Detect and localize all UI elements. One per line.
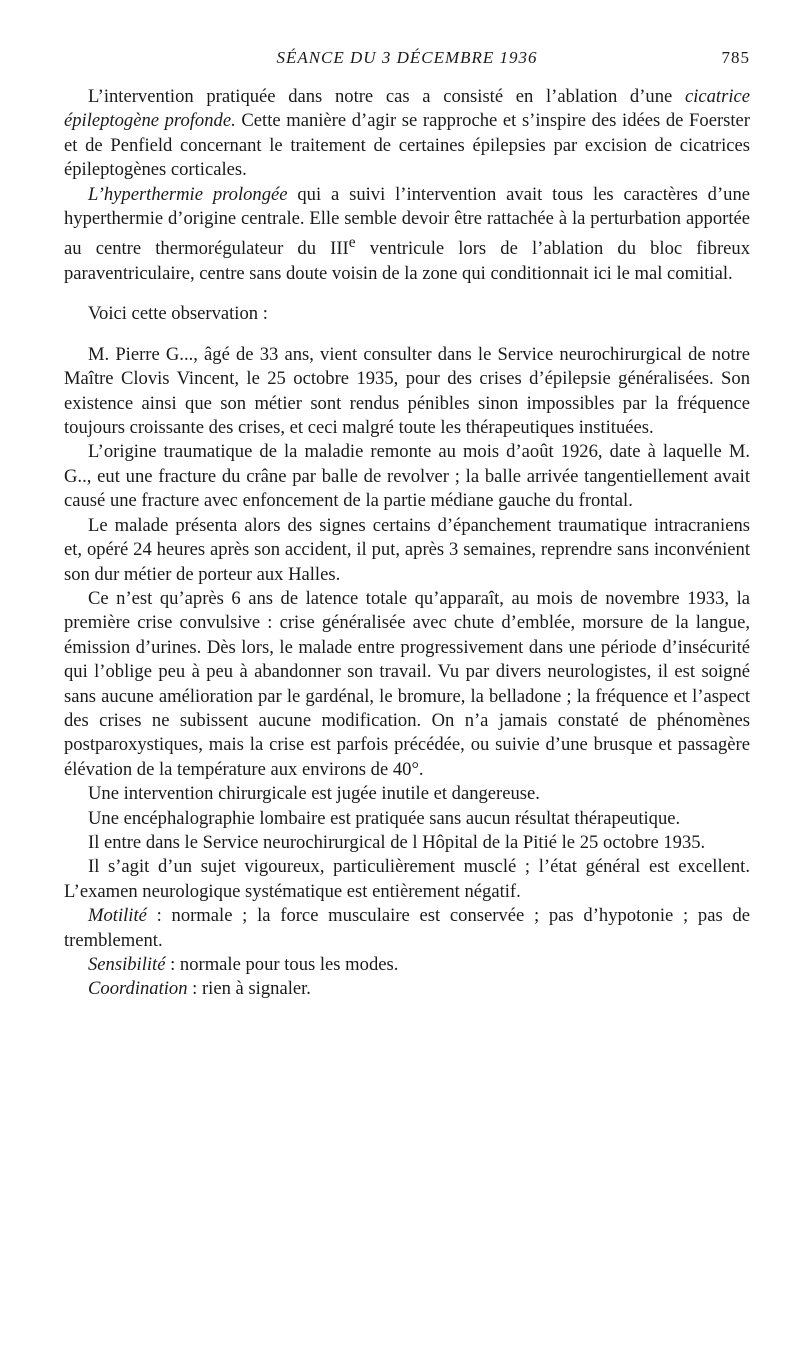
paragraph-1-text-a: L’intervention pratiquée dans notre cas a consisté en l’ablation d’une bbox=[88, 86, 685, 107]
paragraph-2-text-b: qui a suivi l’intervention avait tous les caractères d’une hyperthermie d’origine centrale. Elle semble devoir être rattachée à la perturbation apportée au centre thermorégulateur du III bbox=[64, 183, 750, 260]
running-head bbox=[64, 48, 750, 78]
body-text bbox=[64, 85, 750, 1002]
paragraph-12 bbox=[64, 904, 750, 953]
paragraph-3: Voici cette observation : bbox=[88, 303, 268, 325]
page-number: 785 bbox=[721, 48, 750, 67]
paragraph-13 bbox=[64, 953, 750, 977]
paragraph-5: L’origine traumatique de la maladie remonte au mois d’août 1926, date à laquelle M. G.., eut une fracture du crâne par balle de revolver ; la balle arrivée tangentiellement avait causé une fracture avec enfoncement de la partie médiane gauche du frontal. bbox=[64, 441, 750, 512]
paragraph-2-emphasis: L’hyperthermie prolongée bbox=[88, 183, 288, 205]
paragraph-2-text-c: ventricule lors de l’ablation du bloc fibreux paraventriculaire, centre sans doute voisin de la zone qui conditionnait ici le mal comitial. bbox=[64, 238, 750, 285]
coordination-label: Coordination bbox=[88, 978, 188, 1000]
book-page bbox=[64, 48, 750, 1002]
paragraph-1-emphasis: cicatrice épileptogène profonde. bbox=[64, 86, 750, 132]
sensibilite-label: Sensibilité bbox=[88, 954, 166, 975]
paragraph-4: M. Pierre G..., âgé de 33 ans, vient consulter dans le Service neurochirurgical de notre Maître Clovis Vincent, le 25 octobre 1935, pour des crises d’épilepsie généralisées. Son existence ainsi que son métier sont rendus pénibles sinon impossibles par la fréquence toujours croissante des crises, et ceci malgré toute les thérapeutiques instituées. bbox=[64, 343, 750, 439]
paragraph-10: Il entre dans le Service neurochirurgical de l Hôpital de la Pitié le 25 octobre 1935. bbox=[88, 831, 706, 853]
motilite-text: : normale ; la force musculaire est conservée ; pas d’hypotonie ; pas de tremblement. bbox=[64, 905, 750, 951]
coordination-text: : rien à signaler. bbox=[187, 978, 311, 1000]
paragraph-11: Il s’agit d’un sujet vigoureux, particulièrement musclé ; l’état général est excellent. L’examen neurologique systématique est entièrement négatif. bbox=[64, 856, 750, 902]
paragraph-1 bbox=[64, 85, 750, 183]
paragraph-1-text-c: Cette manière d’agir se rapproche et s’inspire des idées de Foerster et de Penfield concernant le traitement de certaines épilepsies par excision de cicatrices épileptogènes corticales. bbox=[64, 110, 750, 181]
sensibilite-text: : normale pour tous les modes. bbox=[165, 954, 399, 975]
paragraph-2-superscript: e bbox=[348, 234, 356, 252]
paragraph-14 bbox=[64, 977, 750, 1001]
paragraph-9: Une encéphalographie lombaire est pratiquée sans aucun résultat thérapeutique. bbox=[88, 807, 681, 829]
motilite-label: Motilité bbox=[88, 905, 147, 927]
paragraph-2 bbox=[64, 183, 750, 287]
paragraph-6: Le malade présenta alors des signes certains d’épanchement traumatique intracraniens et, opéré 24 heures après son accident, il put, après 3 semaines, reprendre sans inconvénient son dur métier de porteur aux Halles. bbox=[64, 514, 750, 585]
running-title: SÉANCE DU 3 DÉCEMBRE 1936 bbox=[276, 48, 538, 67]
paragraph-8: Une intervention chirurgicale est jugée inutile et dangereuse. bbox=[88, 783, 540, 805]
paragraph-7: Ce n’est qu’après 6 ans de latence totale qu’apparaît, au mois de novembre 1933, la première crise convulsive : crise généralisée avec chute d’emblée, morsure de la langue, émission d’urines. Dès lors, le malade entre progressivement dans une période d’insécurité qui l’oblige peu à peu à abandonner son travail. Vu par divers neurologistes, il est soigné sans aucune amélioration par le gardénal, le bromure, la belladone ; la fréquence et l’aspect des crises ne subissent aucune modification. On n’a jamais constaté de phénomènes postparoxystiques, mais la crise est parfois précédée, ou suivie d’une brusque et passagère élévation de la température aux environs de 40°. bbox=[64, 587, 750, 780]
